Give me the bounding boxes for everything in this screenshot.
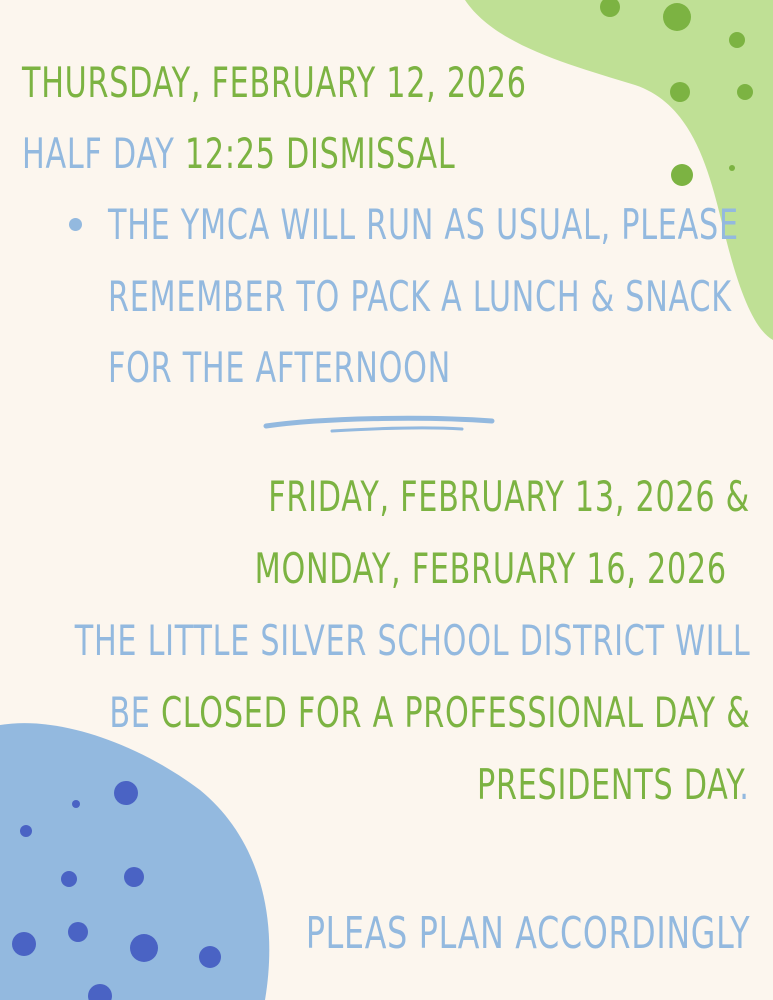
blue-dot-icon [68, 922, 88, 942]
blue-blob-decoration [0, 720, 275, 1000]
closure-period: . [739, 760, 750, 809]
green-dot-icon [670, 82, 690, 102]
dismissal-time: 12:25 DISMISSAL [184, 129, 456, 178]
ymca-note-line-2: REMEMBER TO PACK A LUNCH & SNACK [108, 272, 732, 321]
ymca-note-line-3: FOR THE AFTERNOON [108, 343, 451, 392]
monday-date-heading: MONDAY, FEBRUARY 16, 2026 [254, 544, 727, 593]
blue-dot-icon [72, 800, 80, 808]
plan-accordingly-footer: PLEAS PLAN ACCORDINGLY [305, 908, 750, 959]
green-dot-icon [663, 3, 691, 31]
blue-dot-icon [12, 932, 36, 956]
closure-line-1: THE LITTLE SILVER SCHOOL DISTRICT WILL [74, 616, 750, 665]
green-dot-icon [737, 84, 753, 100]
closure-reason: CLOSED FOR A PROFESSIONAL DAY & [160, 688, 750, 737]
green-dot-icon [671, 164, 693, 186]
blue-dot-icon [124, 867, 144, 887]
swoosh-divider [262, 412, 498, 436]
blue-dot-icon [199, 946, 221, 968]
friday-date-heading: FRIDAY, FEBRUARY 13, 2026 & [268, 472, 750, 521]
half-day-label: HALF DAY [22, 129, 175, 178]
half-day-line [22, 129, 456, 178]
closure-be-word: BE [108, 688, 151, 737]
closure-line-2 [108, 688, 750, 737]
green-dot-icon [729, 165, 735, 171]
thursday-date-heading: THURSDAY, FEBRUARY 12, 2026 [22, 58, 527, 107]
presidents-day: PRESIDENTS DAY [477, 760, 740, 809]
bullet-dot-icon [69, 218, 82, 231]
blue-dot-icon [61, 871, 77, 887]
ymca-note-line-1: THE YMCA WILL RUN AS USUAL, PLEASE [108, 200, 739, 249]
green-dot-icon [729, 32, 745, 48]
blue-dot-icon [130, 934, 158, 962]
blue-dot-icon [114, 781, 138, 805]
blue-dot-icon [20, 825, 32, 837]
closure-line-3 [477, 760, 750, 809]
